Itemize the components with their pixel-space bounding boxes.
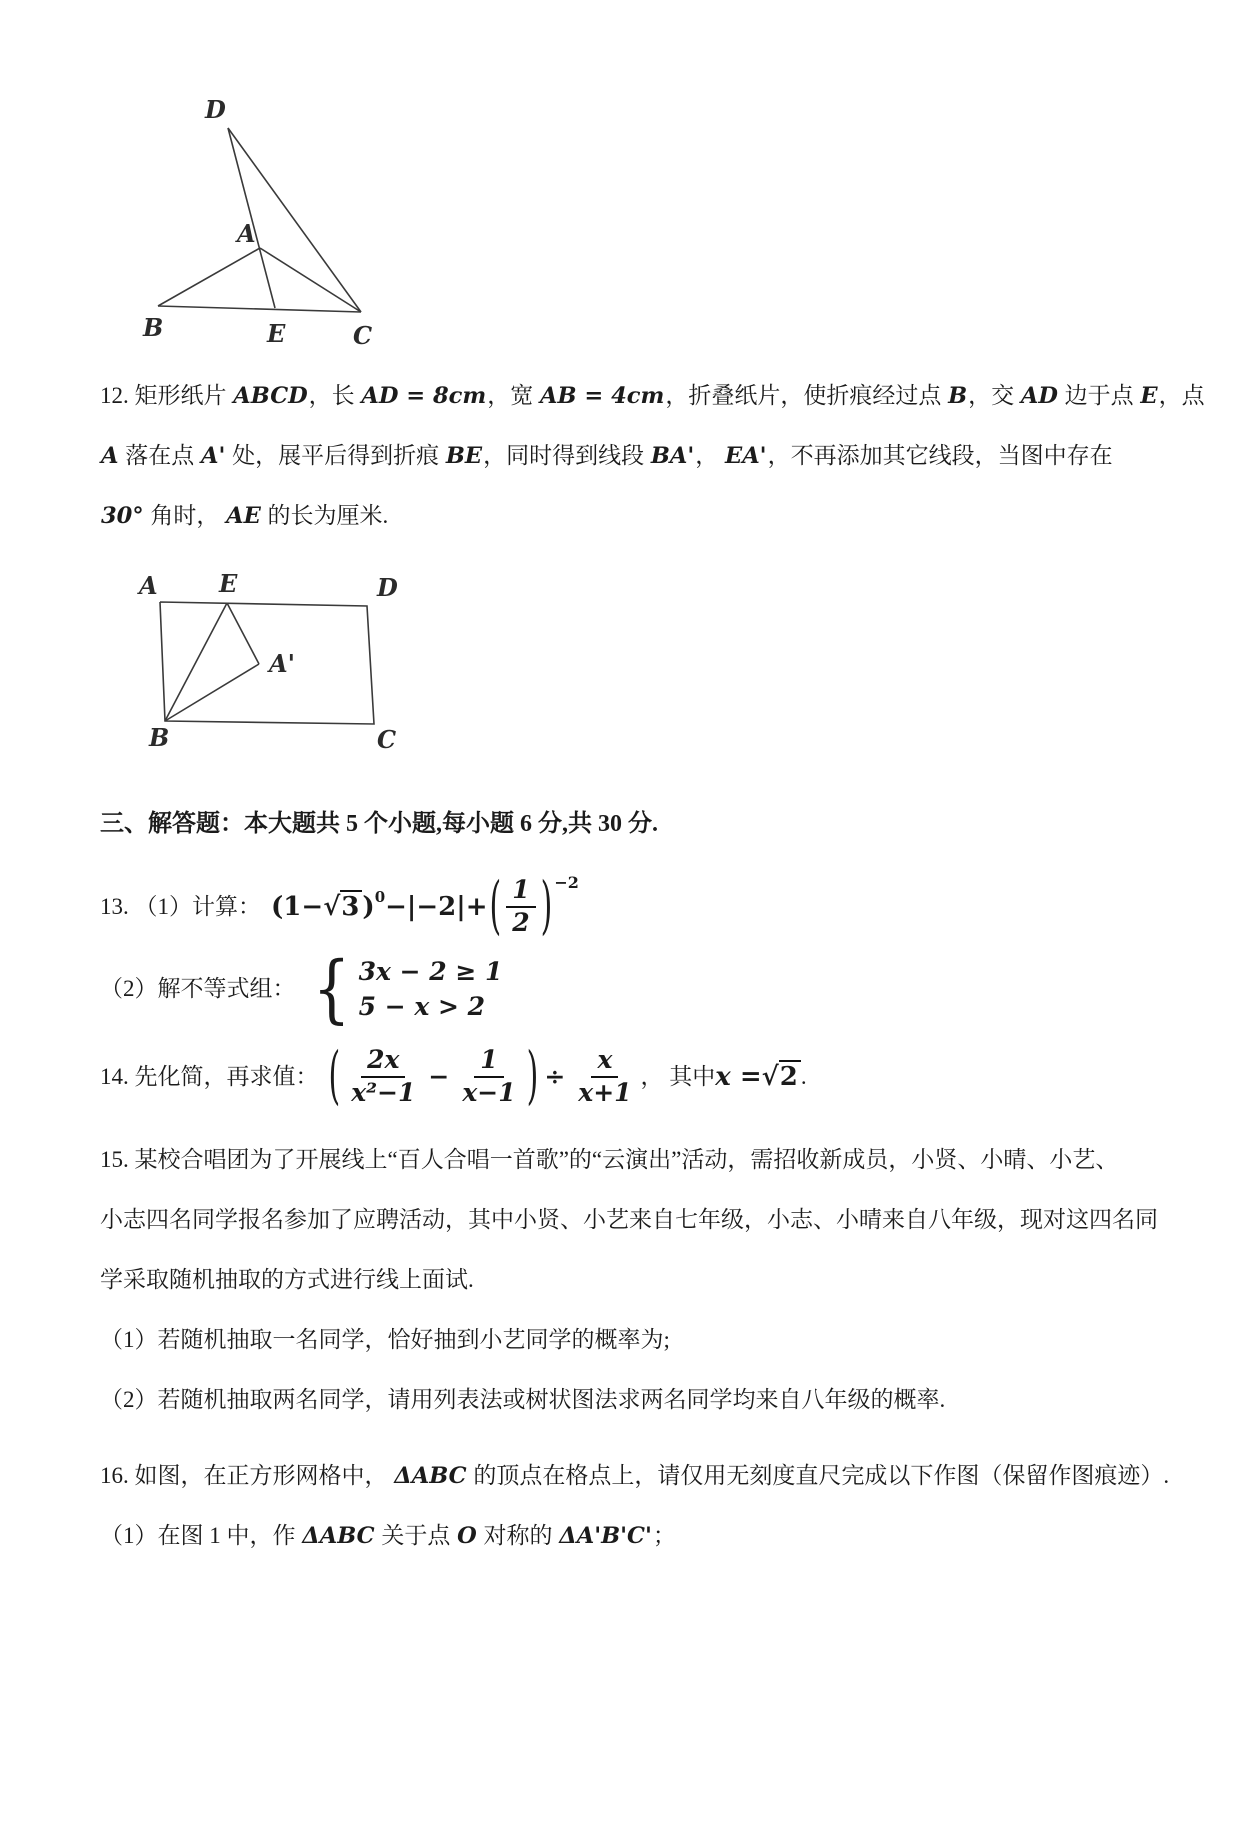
q13-f1-exponent0: 0 bbox=[374, 887, 386, 906]
question-13-part1 bbox=[100, 870, 1151, 944]
rectangle-fold-figure bbox=[115, 554, 415, 766]
inequality-2: 5 − x > 2 bbox=[358, 991, 485, 1021]
q15-item1: （1）若随机抽取一名同学，恰好抽到小艺同学的概率为; bbox=[100, 1326, 670, 1352]
fig2-label-c: C bbox=[377, 725, 397, 754]
q14-fraction-3: $\frac{x}{x+1}$ bbox=[578, 1045, 632, 1107]
fig1-label-e: E bbox=[267, 319, 286, 348]
big-paren-open: ( bbox=[489, 870, 502, 944]
fig2-label-aprime: A' bbox=[269, 649, 295, 678]
division-sign: ÷ bbox=[544, 1062, 566, 1092]
q15-line1: 15. 某校合唱团为了开展线上“百人合唱一首歌”的“云演出”活动，需招收新成员，小贤、小晴、小艺、 bbox=[100, 1146, 1119, 1172]
q15-line3: 学采取随机抽取的方式进行线上面试. bbox=[100, 1266, 474, 1292]
fig1-label-b: B bbox=[143, 313, 164, 342]
question-15 bbox=[100, 1130, 1158, 1430]
q13-f1-exponent-neg2: −2 bbox=[554, 873, 579, 893]
q13-f1-close: ) bbox=[362, 891, 375, 922]
q13-f1-mid: −|−2|+ bbox=[385, 891, 488, 922]
sqrt-radical: √3 bbox=[323, 892, 362, 922]
fig2-label-d: D bbox=[377, 573, 398, 602]
q13-fraction-half: $\frac{1}{2}$ bbox=[506, 876, 535, 938]
question-12 bbox=[100, 366, 1205, 546]
big-paren-close: ) bbox=[526, 1040, 539, 1114]
inequality-system bbox=[359, 956, 503, 1023]
question-16 bbox=[100, 1446, 1170, 1566]
q15-item2: （2）若随机抽取两名同学，请用列表法或树状图法求两名同学均来自八年级的概率. bbox=[100, 1386, 946, 1412]
q13-label2: （2）解不等式组： bbox=[100, 975, 296, 1001]
system-brace: { bbox=[312, 945, 350, 1032]
fig1-label-d: D bbox=[205, 95, 226, 124]
q14-x-equals: x = bbox=[715, 1061, 762, 1092]
q13-f1-open: (1− bbox=[271, 891, 324, 922]
minus-sign: − bbox=[428, 1062, 450, 1092]
sqrt-radical: √2 bbox=[762, 1062, 801, 1092]
q16-line1: 16. 如图，在正方形网格中， ΔABC 的顶点在格点上，请仅用无刻度直尺完成以下作图（保留作图痕迹）. bbox=[100, 1462, 1170, 1489]
section-3-header: 三、解答题：本大题共 5 个小题,每小题 6 分,共 30 分. bbox=[100, 811, 658, 837]
q16-line2: （1）在图 1 中，作 ΔABC 关于点 O 对称的 ΔA'B'C'； bbox=[100, 1522, 676, 1549]
question-13-part2 bbox=[100, 945, 1151, 1032]
fig2-label-b: B bbox=[149, 723, 170, 752]
triangle-figure bbox=[115, 80, 405, 348]
q12-line3: 30° 角时， AE 的长为厘米. bbox=[101, 503, 389, 529]
q13-label1: 13. （1）计算： bbox=[100, 893, 261, 919]
q15-line2: 小志四名同学报名参加了应聘活动，其中小贤、小艺来自七年级，小志、小晴来自八年级，现对这四名同 bbox=[100, 1206, 1158, 1232]
fig2-label-a: A bbox=[139, 571, 158, 600]
inequality-1: 3x − 2 ≥ 1 bbox=[358, 956, 503, 986]
q14-label: 14. 先化简，再求值： bbox=[100, 1063, 319, 1089]
question-14 bbox=[100, 1040, 1151, 1114]
q12-line1: 12. 矩形纸片 ABCD，长 AD = 8cm，宽 AB = 4cm，折叠纸片，使折痕经过点 B，交 AD 边于点 E，点 bbox=[100, 383, 1205, 409]
q14-period: . bbox=[800, 1063, 807, 1089]
big-paren-close: ) bbox=[540, 870, 553, 944]
q14-fraction-1: $\frac{2x}{\text{x²−1}}$ bbox=[351, 1045, 416, 1107]
fig1-label-c: C bbox=[353, 321, 373, 348]
fig1-label-a: A bbox=[237, 219, 256, 248]
q14-tail-text: ， 其中 bbox=[640, 1063, 716, 1089]
fig2-label-e: E bbox=[219, 569, 238, 598]
q12-line2: A 落在点 A' 处，展平后得到折痕 BE，同时得到线段 BA'， EA'，不再添加其它线段，当图中存在 bbox=[101, 443, 1113, 469]
big-paren-open: ( bbox=[328, 1040, 341, 1114]
exam-page bbox=[0, 80, 1241, 1566]
q14-fraction-2: $\frac{1}{x-1}$ bbox=[462, 1045, 516, 1107]
